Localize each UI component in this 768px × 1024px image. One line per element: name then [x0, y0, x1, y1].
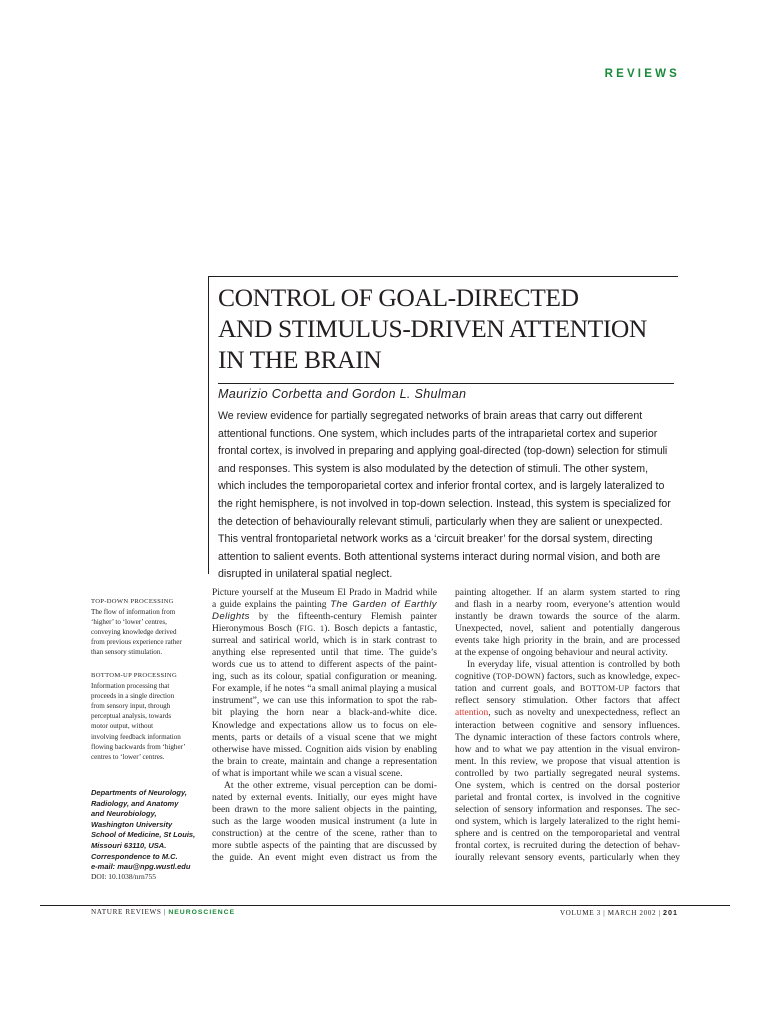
article-authors: Maurizio Corbetta and Gordon L. Shulman	[218, 387, 467, 401]
abstract-line: disrupted in unilateral spatial neglect.	[218, 568, 393, 581]
abstract-line: This ventral frontoparietal network works as a ‘circuit breaker’ for the dorsal system, directing	[218, 533, 653, 546]
body-line: instantly be drawn towards the source of the alarm.	[455, 612, 680, 623]
body-line: construction) at the centre of the scene, rather than to	[212, 828, 437, 839]
body-line: One system, which is centred on the dorsal posterior	[455, 780, 680, 791]
page-number: 201	[663, 908, 678, 917]
glossary-def-line: from previous experience rather	[91, 638, 182, 647]
glossary-def-line: involving feedback information	[91, 732, 181, 741]
affiliation-line: and Neurobiology,	[91, 809, 157, 819]
body-column-2	[455, 587, 680, 864]
body-line: otherwise have missed. Cognition aids vision by enabling	[212, 744, 437, 755]
body-line: words cue us to attend to different aspects of the paint-	[212, 660, 437, 671]
body-line: For example, if he notes “a small animal playing a musical	[212, 684, 437, 695]
affiliation-line: Correspondence to M.C.	[91, 851, 178, 861]
glossary-def-line: conveying knowledge derived	[91, 628, 177, 637]
title-left-rule	[208, 276, 209, 574]
glossary-term: TOP-DOWN PROCESSING	[91, 598, 174, 605]
glossary-def-line: than sensory stimulation.	[91, 648, 163, 657]
affiliation-line: Radiology, and Anatomy	[91, 798, 179, 808]
journal-name: NATURE REVIEWS	[91, 908, 162, 916]
body-line: The dynamic interaction of these factors controls where,	[455, 732, 680, 743]
article-title	[218, 282, 688, 375]
glossary-def-line: perceptual analysis, towards	[91, 712, 172, 721]
title-line: CONTROL OF GOAL-DIRECTED	[218, 283, 579, 312]
abstract-line: the right hemisphere, is not involved in top-down selection. Instead, this system is specialized for	[218, 497, 671, 510]
body-line: of what is important while we scan a visual scene.	[212, 768, 403, 779]
body-line: the guide. An event might even distract us from the	[212, 853, 437, 864]
body-line: a guide explains the painting The Garden of Earthly	[212, 599, 437, 611]
body-line: such as the large wooden musical instrument (a lute in	[212, 816, 437, 827]
body-line: Hieronymous Bosch (FIG. 1). Bosch depicts a fantastic,	[212, 624, 437, 635]
body-line: tation and current goals, and BOTTOM-UP factors that	[455, 684, 680, 695]
body-line: instrument”, we can use this information to spot the rab-	[212, 696, 437, 707]
title-line: AND STIMULUS-DRIVEN ATTENTION	[218, 314, 647, 343]
body-line: surreal and satirical world, which is in stark contrast to	[212, 636, 437, 647]
abstract-line: and responses. This system is also modulated by the detection of stimuli. The other system,	[218, 462, 649, 475]
abstract-line: frontal cortex, is involved in preparing and applying goal-directed (top-down) selection for stimuli	[218, 445, 668, 458]
glossary-def-line: ‘higher’ to ‘lower’ centres,	[91, 618, 167, 627]
body-line: bit playing the horn near a black-and-white dice.	[212, 708, 437, 719]
body-line: anything else represented until that time. The guide’s	[212, 648, 437, 659]
glossary-link-top-down[interactable]: TOP-DOWN	[496, 672, 542, 682]
affiliation-line: Washington University	[91, 819, 173, 829]
body-line: interaction between cognitive and sensory influences.	[455, 720, 680, 731]
body-line: at the expense of ongoing behaviour and neural activity.	[455, 648, 668, 659]
body-line: frontal cortex, is recruited during the detection of behav-	[455, 840, 680, 851]
title-top-rule	[208, 276, 678, 277]
glossary-def-line: flowing backwards from ‘higher’	[91, 742, 186, 751]
abstract-line: which includes the temporoparietal cortex and inferior frontal cortex, and is largely lateralized to	[218, 480, 665, 493]
glossary-link-bottom-up[interactable]: BOTTOM-UP	[580, 684, 630, 694]
body-line: more subtle aspects of the painting that are discussed by	[212, 840, 437, 851]
glossary-def-line: Information processing that	[91, 682, 170, 691]
body-column-1	[212, 587, 437, 864]
body-line: attention, such as novelty and unexpectedness, reflect an	[455, 708, 680, 719]
body-line: In everyday life, visual attention is controlled by both	[467, 660, 680, 671]
glossary-def-line: proceeds in a single direction	[91, 692, 175, 701]
title-line: IN THE BRAIN	[218, 345, 382, 374]
body-line: parietal and frontal cortex, is involved in the cognitive	[455, 792, 680, 803]
body-line: Picture yourself at the Museum El Prado in Madrid while	[212, 588, 437, 598]
author-rule	[218, 383, 674, 384]
body-line: nated by external events. Initially, our eyes might have	[212, 792, 437, 803]
affiliation-line: e-mail: mau@npg.wustl.edu	[91, 862, 191, 872]
glossary-def-line: motor output, without	[91, 722, 154, 731]
body-line: At the other extreme, visual perception can be domi-	[224, 780, 437, 791]
abstract-line: attention to salient events. Both attentional systems interact during normal vision, and both are	[218, 550, 661, 563]
figure-reference-link[interactable]: FIG. 1	[299, 624, 325, 634]
abstract-line: We review evidence for partially segregated networks of brain areas that carry out different	[218, 410, 643, 422]
glossary-def-line: The flow of information from	[91, 608, 176, 617]
glossary-top-down	[91, 597, 201, 658]
painting-title: Delights	[212, 611, 250, 623]
attention-link[interactable]: attention	[455, 708, 489, 719]
author-affiliation	[91, 788, 203, 873]
footer-volume	[560, 908, 678, 917]
body-line: and flash in a nearby room, everyone’s attention would	[455, 600, 680, 611]
body-line: reflect sensory stimulation. Other factors that affect	[455, 696, 680, 707]
body-line: the brain to create, maintain and change a representation	[212, 756, 437, 767]
body-line: how and to what we pay attention in the visual environ-	[455, 744, 680, 755]
body-line: cognitive (TOP-DOWN) factors, such as knowledge, expec-	[455, 672, 680, 683]
body-line: ment. In this review, we propose that visual attention is	[455, 756, 680, 767]
section-label: REVIEWS	[604, 68, 680, 80]
glossary-term: BOTTOM-UP PROCESSING	[91, 672, 178, 679]
body-line: sphere and is centred on the temporoparietal and ventral	[455, 828, 680, 839]
body-line: ond system, which is largely lateralized to the right hemi-	[455, 816, 680, 827]
body-line: Unexpected, novel, salient and potentially dangerous	[455, 624, 680, 635]
abstract-line: the detection of behaviourally relevant stimuli, particularly when they are salient or unexpected.	[218, 515, 663, 528]
glossary-def-line: centres to ‘lower’ centres.	[91, 752, 165, 761]
body-line: Delights by the fifteenth-century Flemish painter	[212, 611, 437, 623]
glossary-bottom-up	[91, 671, 201, 762]
volume-info: VOLUME 3 | MARCH 2002 |	[559, 909, 663, 917]
affiliation-line: School of Medicine, St Louis,	[91, 830, 196, 840]
footer-rule	[40, 905, 730, 906]
affiliation-line: Missouri 63110, USA.	[91, 840, 167, 850]
glossary-def-line: from sensory input, through	[91, 702, 171, 711]
body-line: Knowledge and expectations allow us to focus on ele-	[212, 720, 437, 731]
body-line: iourally relevant sensory events, particularly when they	[455, 853, 680, 864]
body-line: painting altogether. If an alarm system started to ring	[455, 588, 680, 598]
body-line: selection of sensory information and responses. The sec-	[455, 804, 680, 815]
body-line: controlled by two partially segregated neural systems.	[455, 768, 680, 779]
body-line: events take high priority in the brain, and are processed	[455, 636, 680, 647]
painting-title: The Garden of Earthly	[330, 599, 437, 611]
doi: DOI: 10.1038/nrn755	[91, 872, 156, 881]
body-line: ing, such as its colour, spatial configuration or meaning.	[212, 672, 437, 683]
affiliation-line: Departments of Neurology,	[91, 788, 187, 797]
abstract	[218, 408, 680, 584]
abstract-line: attentional functions. One system, which includes parts of the intraparietal cortex and superior	[218, 427, 658, 440]
body-line: been drawn to the more salient objects in the painting,	[212, 804, 437, 815]
body-line: ments, parts or details of a visual scene that we might	[212, 732, 437, 743]
journal-section: NEUROSCIENCE	[168, 909, 236, 916]
footer-journal: NATURE REVIEWS | NEUROSCIENCE	[91, 908, 236, 916]
